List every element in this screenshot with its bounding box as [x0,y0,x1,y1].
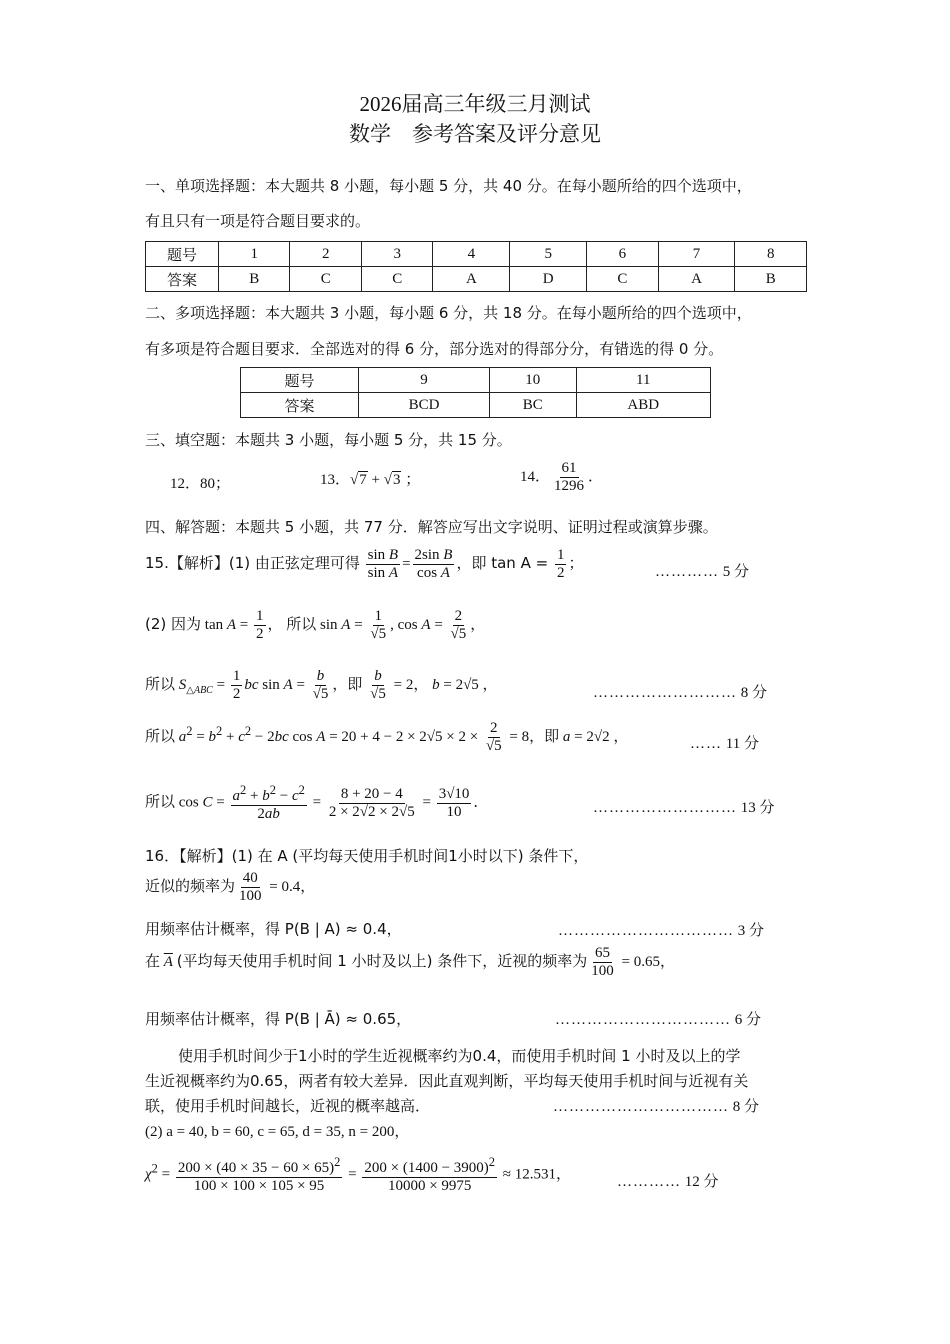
q15-ji-1: ，即 [332,675,363,694]
section1-answer-table [145,241,807,292]
q15-tan: ，即 tan A = [456,554,553,573]
table-row [241,368,711,393]
answer-14-numerator: 61 [560,460,579,478]
table-cell: 8 [735,242,807,267]
table-cell: 7 [658,242,735,267]
score-13: ……………………… 13 分 [593,800,775,816]
score-12: ………… 12 分 [617,1174,719,1190]
q15-so-1: 所以 [145,675,176,694]
q16-intro: 16．【解析】(1) 在 A (平均每天使用手机时间1小时以下) 条件下， [145,847,589,865]
q16-paragraph-line3: 联，使用手机时间越长，近视的概率越高． [145,1097,431,1115]
q15-part2: (2) 因为 tan A = $\frac{1}{2}$ ， 所以 sin A = $\frac{1}{√5}$ , cos A = $\frac{2}{√5}$ ， [145,608,486,643]
answer-14-denominator: 1296 [554,478,585,495]
table-row [146,242,807,267]
q15-so-3: 所以 [145,792,176,811]
row-label-number: 题号 [241,368,359,393]
table-cell: 9 [359,368,490,393]
q16-line3: 用频率估计概率，得 P(B | A) ≈ 0.4， [145,920,402,938]
score-5: ………… 5 分 [655,564,750,580]
q16-line5: 用频率估计概率，得 P(B | Ā) ≈ 0.65， [145,1010,412,1028]
q16-paragraph-line2: 生近视概率约为0.65，两者有较大差异．因此直观判断，平均每天使用手机时间与近视有关 [145,1072,749,1090]
row-label-answer: 答案 [146,267,219,292]
q16-line2-label: 近似的频率为 [145,877,236,896]
answer-14: 14． $\frac{61}{1296}$ ． [520,460,604,495]
answer-12: 12．80； [170,476,231,492]
q16-chi-square-line: $\chi^2$ = $\frac{200 \times (40 \times 35 - 60 \times 65)^2}{100 \times 100 \times 105 \times 95}$ = $\frac{200 \times (1400 - 3900)^2}{10000 \times 9975}$ ≈ 12.531， [145,1155,572,1195]
table-cell: C [290,267,361,292]
table-cell: 4 [433,242,510,267]
q16-line4-prefix: 在 [145,952,161,971]
row-label-number: 题号 [146,242,219,267]
section1-heading-line1: 一、单项选择题：本大题共 8 小题，每小题 5 分，共 40 分。在每小题所给的四个选项中， [145,177,752,195]
answer-13: 13．√7 + √3 ； [320,472,421,488]
table-cell: 2 [290,242,361,267]
q15-so-2: 所以 [145,727,176,746]
table-cell: B [735,267,807,292]
q15-area-line: 所以 $S_{\triangle ABC}$ = $\frac{1}{2}$ bc sin A = $\frac{b}{√5}$ ，即 $\frac{b}{√5}$ = 2， b = 2√5 ， [145,668,498,703]
q16-paragraph-line1: 使用手机时间少于1小时的学生近视概率约为0.4，而使用手机时间 1 小时及以上的学 [178,1047,741,1065]
section2-heading-line1: 二、多项选择题：本大题共 3 小题，每小题 6 分，共 18 分。在每小题所给的四个选项中， [145,304,752,322]
score-3: …………………………… 3 分 [558,923,765,939]
q16-line4: 在 $\overline{A}$ (平均每天使用手机时间 1 小时及以上) 条件下，近视的频率为 $\frac{65}{100}$ = 0.65， [145,945,675,980]
table-cell: 3 [361,242,432,267]
table-row [146,267,807,292]
score-6: …………………………… 6 分 [555,1012,762,1028]
table-cell: 6 [587,242,658,267]
score-8: ……………………… 8 分 [593,685,768,701]
table-cell: 5 [510,242,587,267]
table-cell: C [361,267,432,292]
q16-line2: 近似的频率为 $\frac{40}{100}$ = 0.4， [145,870,316,905]
answer-14-label: 14． [520,469,551,486]
page-title: 2026届高三年级三月测试 [359,92,591,116]
table-cell: BCD [359,393,490,418]
table-cell: 1 [219,242,290,267]
section3-heading: 三、填空题：本题共 3 小题，每小题 5 分，共 15 分。 [145,431,512,449]
table-cell: C [587,267,658,292]
table-cell: 10 [490,368,576,393]
q15-line1: 15.【解析】(1) 由正弦定理可得 $\frac{\text{sin B}}{\text{sin A}}$ = $\frac{\text{2sin B}}{\text{cos A}}$ ，即 tan A = $\frac{1}{2}$ ； [145,547,584,582]
table-cell: BC [490,393,576,418]
answer-13-label: 13． [320,472,351,488]
score-11: …… 11 分 [690,736,759,752]
score-8b: …………………………… 8 分 [553,1099,760,1115]
q15-cos-c-line: 所以 cos C = $\frac{a^2 + b^2 - c^2}{2ab}$ = $\frac{8 + 20 - 4}{2 \times 2√2 \times 2√5}$ = $\frac{3√10}{10}$ ． [145,783,489,823]
q16-part2: (2) a = 40, b = 60, c = 65, d = 35, n = 200， [145,1124,410,1140]
section2-heading-line2: 有多项是符合题目要求．全部选对的得 6 分，部分选对的得部分分，有错选的得 0 分。 [145,340,724,358]
q15-intro: 15.【解析】(1) 由正弦定理可得 [145,554,360,573]
section4-heading: 四、解答题：本题共 5 小题，共 77 分．解答应写出文字说明、证明过程或演算步骤。 [145,518,718,536]
q15-ji-2: ，即 [529,727,560,746]
q15-part2-label: (2) 因为 [145,615,202,634]
table-cell: A [658,267,735,292]
table-cell: B [219,267,290,292]
page-subtitle: 数学 参考答案及评分意见 [349,122,601,146]
q15-a-squared-line: 所以 $a^2 = b^2 + c^2 - 2bc$ cos A = 20 + 4 − 2 × 2√5 × 2 × $\frac{2}{√5}$ = 8，即 a = 2√2 ， [145,720,629,755]
section1-heading-line2: 有且只有一项是符合题目要求的。 [145,212,371,230]
section2-answer-table [240,367,711,418]
table-row [241,393,711,418]
row-label-answer: 答案 [241,393,359,418]
table-cell: ABD [576,393,710,418]
q16-line4-text: (平均每天使用手机时间 1 小时及以上) 条件下，近视的频率为 [176,952,588,971]
table-cell: D [510,267,587,292]
table-cell: 11 [576,368,710,393]
table-cell: A [433,267,510,292]
